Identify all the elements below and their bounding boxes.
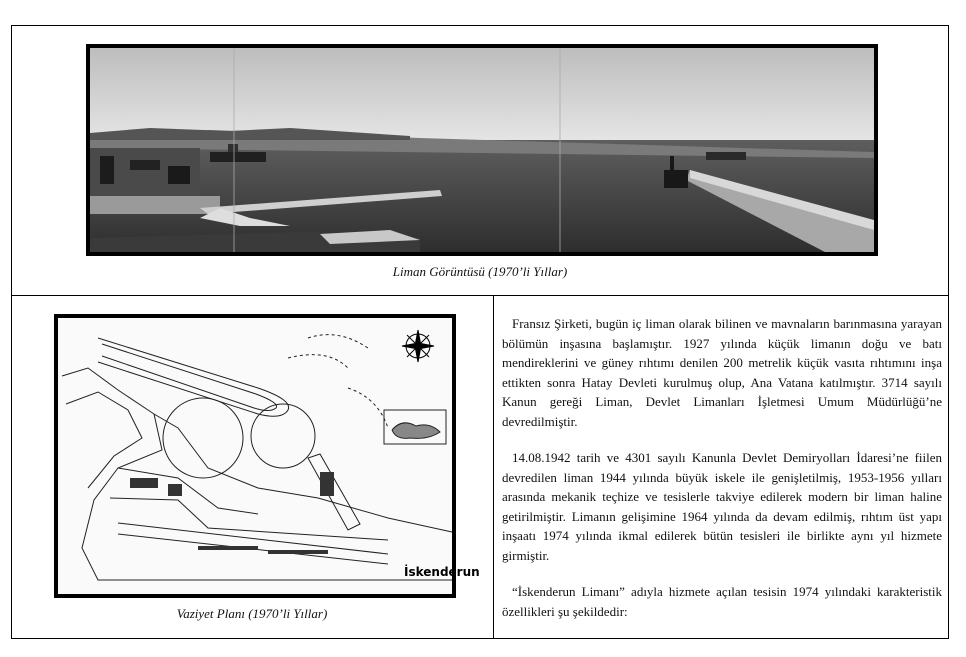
plan-city-label: İskenderun [404, 565, 480, 579]
history-text [502, 314, 942, 638]
photo-caption: Liman Görüntüsü (1970’li Yıllar) [392, 264, 568, 279]
harbor-photo [86, 44, 878, 256]
row-divider [11, 295, 949, 296]
paragraph-3: “İskenderun Limanı” adıyla hizmete açılan tesisin 1974 yılındaki karakteristik özellikleri şu şekildedir: [502, 584, 942, 619]
column-divider [493, 295, 494, 639]
paragraph-1: Fransız Şirketi, bugün iç liman olarak bilinen ve mavnaların barınmasına yarayan bölümün inşasına başlamıştır. 1927 yılında küçük limanın doğu ve batı mendireklerini ve güney rıhtımı denilen 200 metrelik küçük vasıta rıhtımını inşa ettikten sonra Hatay Devleti kurulmuş olup, Ana Vatana katılmıştır. 3714 sayılı Kanun gereği Liman, Devlet Limanları İşletmesi Umum Müdürlüğü’ne devredilmiştir. [502, 316, 942, 429]
plan-caption: Vaziyet Planı (1970’li Yıllar) [176, 606, 328, 621]
site-plan [54, 314, 480, 598]
paragraph-2: 14.08.1942 tarih ve 4301 sayılı Kanunla Devlet Demiryolları İdaresi’ne fiilen devredilen liman 1944 yılında büyük iskele ile genişletilmiş, 1953-1956 yılları arasında mekanik teçhize ve tesislerle takviye edilerek modern bir liman haline getirilmiştir. Limanın gelişimine 1964 yılında da devam edilmiş, rıhtım üst yapı inşaatı 1974 yılında ikmal edilerek bütün tesisleri ile birlikte aynı yıl hizmete girmiştir. [502, 450, 942, 563]
